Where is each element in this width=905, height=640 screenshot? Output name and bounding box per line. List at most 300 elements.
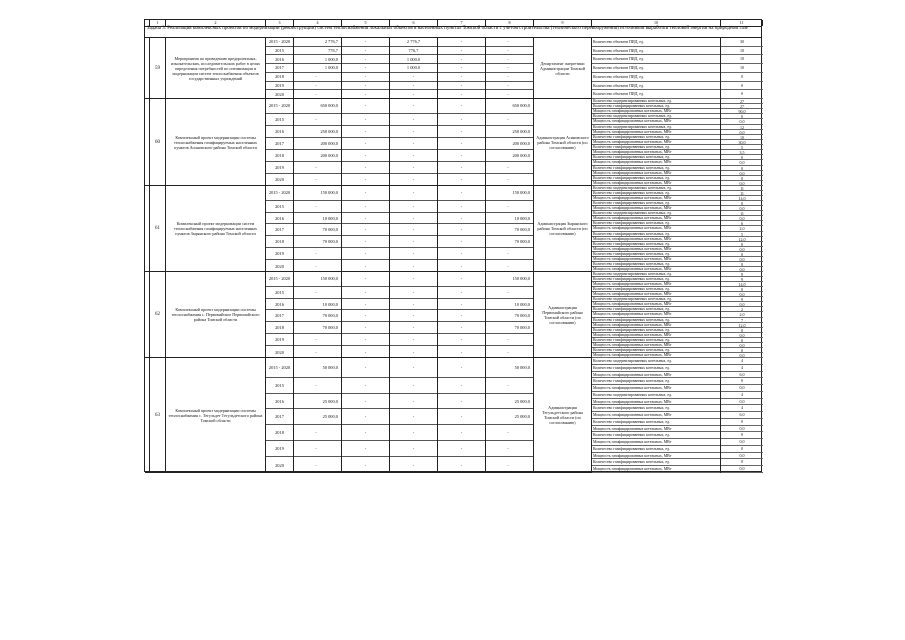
table-cell	[294, 38, 342, 98]
indicator-name: Количество газифицированных котельных, ед.	[592, 221, 720, 226]
indicator-value: 27	[721, 99, 763, 104]
total-cell: 70 000,0	[294, 236, 341, 248]
extrabudget-cell: 25 000,0	[486, 394, 533, 410]
extrabudget-cell: 70 000,0	[486, 236, 533, 248]
indicator-name: Количество газифицированных котельных, ед.	[592, 155, 720, 160]
total-cell: -	[294, 73, 341, 82]
total-cell: -	[294, 114, 341, 126]
column-number: 11	[721, 20, 763, 26]
total-cell: -	[294, 287, 341, 299]
indicator-name: Мощность газифицированных котельных, МВт	[592, 343, 720, 348]
table-cell	[592, 272, 721, 357]
indicator-value: 4	[721, 358, 763, 365]
indicator-value: 0	[721, 73, 763, 82]
indicator-name: Мощность газифицированных котельных, МВт	[592, 385, 720, 392]
indicator-value: 10	[721, 47, 763, 56]
total-cell: -	[294, 82, 341, 91]
federal-cell: -	[342, 82, 389, 91]
total-cell: 70 000,0	[294, 224, 341, 236]
year-cell: 2015	[266, 114, 293, 126]
indicator-value: 0,0	[721, 385, 763, 392]
federal-cell: -	[342, 272, 389, 287]
total-cell: -	[315, 263, 317, 269]
total-cell: 25 000,0	[294, 394, 341, 410]
federal-cell: -	[342, 38, 389, 47]
indicator-value: 30	[721, 38, 763, 47]
local-cell: -	[438, 38, 485, 47]
table-cell	[438, 358, 486, 472]
indicator-name: Мощность газифицированных котельных, МВт	[592, 109, 720, 114]
total-cell: 650 000,0	[294, 99, 341, 114]
indicator-name: Мощность газифицированных котельных, МВт	[592, 160, 720, 165]
federal-cell: -	[342, 425, 389, 441]
total-cell: 250 000,0	[294, 126, 341, 138]
table-cell	[390, 38, 438, 98]
regional-cell: 1 000,0	[390, 64, 437, 73]
total-cell: 1 000,0	[294, 64, 341, 73]
year-cell: 2016	[266, 126, 293, 138]
indicator-value: 2,0	[721, 312, 763, 317]
indicator-name: Мощность газифицированных котельных, МВт	[592, 267, 720, 272]
regional-cell: -	[390, 358, 437, 378]
year-cell: 2016	[266, 55, 293, 64]
federal-cell: -	[342, 201, 389, 213]
indicator-value: 9	[721, 277, 763, 282]
local-cell: -	[438, 287, 485, 299]
executor: Администрация Асиновского района Томской области (по согласованию)	[534, 99, 592, 185]
total-cell: -	[315, 177, 317, 183]
indicator-name: Мощность газифицированных котельных, МВт	[592, 130, 720, 135]
program-block	[145, 38, 761, 99]
extrabudget-cell: 70 000,0	[486, 322, 533, 334]
year-cell: 2018	[266, 73, 293, 82]
row-number: 62	[150, 272, 166, 357]
table-cell	[266, 186, 294, 271]
local-cell: -	[438, 310, 485, 322]
extrabudget-cell: 200 000,0	[486, 150, 533, 162]
indicator-value: 2,0	[721, 226, 763, 231]
year-cell: 2015 - 2020	[266, 99, 293, 114]
federal-cell: -	[342, 378, 389, 394]
indicator-value: 0,0	[721, 160, 763, 165]
federal-cell: -	[342, 114, 389, 126]
local-cell: -	[438, 73, 485, 82]
indicator-value: 0	[721, 348, 763, 353]
extrabudget-cell: -	[486, 378, 533, 394]
regional-cell: -	[412, 92, 415, 98]
indicator-value: 0,0	[721, 119, 763, 124]
indicator-value: 12,0	[721, 323, 763, 328]
federal-cell: -	[364, 462, 367, 468]
indicator-name: Мощность газифицированных котельных, МВт	[592, 466, 720, 473]
indicator-value: 0,0	[721, 453, 763, 460]
total-cell: -	[294, 248, 341, 260]
local-cell: -	[460, 462, 463, 468]
indicator-name: Количество объектов ПИД, ед.	[592, 82, 720, 91]
indicator-name: Мощность газифицированных котельных, МВт	[592, 282, 720, 287]
regional-cell: 776,7	[390, 47, 437, 56]
local-cell: -	[438, 201, 485, 213]
indicator-value: 27	[721, 104, 763, 109]
indicator-value: 0,0	[721, 247, 763, 252]
program-block	[145, 186, 761, 272]
column-number: 4	[294, 20, 342, 26]
table-cell	[486, 358, 534, 472]
indicator-name: Количество модернизированных котельных, ед.	[592, 125, 720, 130]
indicator-name: Мощность газифицированных котельных, МВт	[592, 312, 720, 317]
extrabudget-cell: -	[486, 441, 533, 457]
table-cell	[294, 99, 342, 185]
federal-cell: -	[342, 47, 389, 56]
indicator-value: 4	[721, 365, 763, 372]
year-cell: 2020	[275, 92, 284, 98]
indicator-name: Количество модернизированных котельных, ед.	[592, 99, 720, 104]
total-cell: -	[294, 162, 341, 174]
executor: Администрация Зырянского района Томской области (по согласованию)	[534, 186, 592, 271]
indicator-name: Количество газифицированных котельных, ед.	[592, 191, 720, 196]
indicator-value: 0	[721, 166, 763, 171]
executor: Администрация Тегульдетского района Томской области (по согласованию)	[534, 358, 592, 472]
indicator-name: Количество модернизированных котельных, ед.	[592, 211, 720, 216]
local-cell: -	[438, 99, 485, 114]
indicator-name: Мощность газифицированных котельных, МВт	[592, 323, 720, 328]
federal-cell: -	[342, 213, 389, 225]
indicator-name: Количество газифицированных котельных, ед.	[592, 242, 720, 247]
total-cell: 200 000,0	[294, 138, 341, 150]
indicator-value: 11	[721, 186, 763, 191]
indicator-value: 0	[721, 378, 763, 385]
indicator-value: 0,0	[721, 181, 763, 186]
year-cell: 2018	[266, 425, 293, 441]
regional-cell: -	[412, 263, 415, 269]
table-cell	[390, 186, 438, 271]
table-cell	[294, 272, 342, 357]
extrabudget-cell: -	[486, 201, 533, 213]
total-cell: -	[294, 441, 341, 457]
table-cell	[486, 272, 534, 357]
extrabudget-cell: -	[486, 287, 533, 299]
table-cell	[342, 272, 390, 357]
federal-cell: -	[342, 287, 389, 299]
regional-cell: -	[390, 150, 437, 162]
federal-cell: -	[342, 73, 389, 82]
indicator-name: Мощность газифицированных котельных, МВт	[592, 333, 720, 338]
indicator-value: 2	[721, 307, 763, 312]
federal-cell: -	[342, 322, 389, 334]
federal-cell: -	[364, 177, 367, 183]
indicator-value: 0	[721, 114, 763, 119]
year-cell: 2017	[266, 310, 293, 322]
indicator-value: 0	[721, 252, 763, 257]
indicator-name: Мощность газифицированных котельных, МВт	[592, 181, 720, 186]
regional-cell: 1 000,0	[390, 55, 437, 64]
local-cell: -	[438, 248, 485, 260]
year-cell: 2018	[266, 236, 293, 248]
federal-cell: -	[342, 162, 389, 174]
indicator-value: 4	[721, 392, 763, 399]
regional-cell: -	[390, 378, 437, 394]
federal-cell: -	[364, 263, 367, 269]
year-cell: 2017	[266, 224, 293, 236]
local-cell: -	[438, 126, 485, 138]
federal-cell: -	[342, 64, 389, 73]
year-cell: 2016	[266, 213, 293, 225]
indicator-name: Мощность газифицированных котельных, МВт	[592, 426, 720, 433]
indicator-name: Мощность газифицированных котельных, МВт	[592, 237, 720, 242]
regional-cell: -	[390, 213, 437, 225]
table-cell	[390, 99, 438, 185]
total-cell: -	[315, 462, 317, 468]
regional-cell: -	[390, 394, 437, 410]
table-cell	[721, 99, 763, 185]
regional-cell: -	[390, 334, 437, 346]
local-cell: -	[438, 322, 485, 334]
year-cell: 2020	[275, 177, 284, 183]
table-cell	[486, 99, 534, 185]
table-cell	[294, 358, 342, 472]
indicator-value: 9	[721, 297, 763, 302]
indicator-value: 10	[721, 64, 763, 73]
regional-cell: -	[390, 272, 437, 287]
table-cell	[266, 99, 294, 185]
year-cell: 2019	[266, 82, 293, 91]
regional-cell: -	[390, 299, 437, 311]
indicator-name: Количество модернизированных котельных, ед.	[592, 186, 720, 191]
regional-cell: 2 776,7	[390, 38, 437, 47]
indicator-value: 0	[721, 419, 763, 426]
row-number: 61	[150, 186, 166, 271]
extrabudget-cell: 200 000,0	[486, 138, 533, 150]
indicator-name: Количество газифицированных котельных, ед.	[592, 145, 720, 150]
measure-name: Комплексный проект модернизации системы теплоснабжения с. Первомайское Первомайского района Томской области	[166, 272, 266, 357]
indicator-value: 90,0	[721, 109, 763, 114]
total-cell: 50 000,0	[294, 358, 341, 378]
extrabudget-cell: -	[486, 47, 533, 56]
regional-cell: -	[390, 322, 437, 334]
executor: Департамент энергетики Администрации Томской области	[534, 38, 592, 98]
indicator-name: Количество объектов ПИД, ед.	[592, 47, 720, 56]
indicator-value: 0	[721, 338, 763, 343]
regional-cell: -	[390, 287, 437, 299]
indicator-name: Мощность газифицированных котельных, МВт	[592, 302, 720, 307]
federal-cell: -	[342, 310, 389, 322]
local-cell: -	[438, 334, 485, 346]
measure-name: Мероприятия по проведению предпроектных, изыскательских, исследовательских работ в целях определения потребностей по оптимизации и модернизации систем теплоснабжения объектов государственных учреждений	[166, 38, 266, 98]
indicator-name: Количество объектов ПИД, ед.	[592, 55, 720, 64]
indicator-value: 0	[721, 287, 763, 292]
year-cell: 2017	[266, 64, 293, 73]
total-cell: -	[294, 201, 341, 213]
local-cell: -	[438, 378, 485, 394]
indicator-value: 6	[721, 221, 763, 226]
federal-cell: -	[342, 248, 389, 260]
extrabudget-cell: -	[486, 38, 533, 47]
extrabudget-cell: 50 000,0	[486, 358, 533, 378]
indicator-name: Количество газифицированных котельных, ед.	[592, 277, 720, 282]
indicator-value: 14,0	[721, 196, 763, 201]
indicator-name: Количество газифицированных котельных, ед.	[592, 446, 720, 453]
total-cell: -	[294, 334, 341, 346]
indicator-name: Мощность газифицированных котельных, МВт	[592, 206, 720, 211]
regional-cell: -	[412, 462, 415, 468]
year-cell: 2019	[266, 334, 293, 346]
indicator-value: 6,0	[721, 412, 763, 419]
column-number: 7	[438, 20, 486, 26]
table-cell	[390, 358, 438, 472]
task-title: Задача 3. Реализация комплексных проектов по модернизации (реконструкции) систем теплоснабжения локальных объектов в населенных пунктах Томской области с учетом строительства (технического перевооружения) источников выработки тепловой энергии на природном газе	[145, 26, 761, 38]
regional-cell: -	[390, 138, 437, 150]
regional-cell: -	[390, 99, 437, 114]
regional-cell: -	[390, 186, 437, 201]
indicator-value: 7	[721, 318, 763, 323]
regional-cell: -	[412, 349, 415, 355]
local-cell: -	[438, 299, 485, 311]
indicator-value: 0	[721, 459, 763, 466]
year-cell: 2017	[266, 138, 293, 150]
table-cell	[721, 272, 763, 357]
local-cell: -	[460, 177, 463, 183]
indicator-name: Количество газифицированных котельных, ед.	[592, 201, 720, 206]
local-cell: -	[438, 64, 485, 73]
federal-cell: -	[342, 126, 389, 138]
regional-cell: -	[412, 177, 415, 183]
indicator-value: 0	[721, 201, 763, 206]
regional-cell: -	[390, 73, 437, 82]
year-cell: 2016	[266, 299, 293, 311]
indicator-value: 0,0	[721, 399, 763, 406]
year-cell: 2019	[266, 162, 293, 174]
table-cell	[390, 272, 438, 357]
column-number: 8	[486, 20, 534, 26]
indicator-value: 0,0	[721, 333, 763, 338]
federal-cell: -	[342, 394, 389, 410]
federal-cell: -	[342, 150, 389, 162]
extrabudget-cell: 250 000,0	[486, 126, 533, 138]
indicator-value: 0,0	[721, 130, 763, 135]
indicator-name: Количество газифицированных котельных, ед.	[592, 318, 720, 323]
extrabudget-cell: -	[486, 334, 533, 346]
column-number: 9	[534, 20, 592, 26]
indicator-name: Количество объектов ПИД, ед.	[592, 90, 720, 99]
indicator-value: 0,0	[721, 439, 763, 446]
local-cell: -	[438, 358, 485, 378]
year-cell: 2015	[266, 378, 293, 394]
indicator-name: Мощность газифицированных котельных, МВт	[592, 353, 720, 358]
federal-cell: -	[342, 55, 389, 64]
indicator-name: Количество модернизированных котельных, ед.	[592, 392, 720, 399]
indicator-name: Количество газифицированных котельных, ед.	[592, 328, 720, 333]
year-cell: 2015	[266, 47, 293, 56]
extrabudget-cell: -	[507, 92, 509, 98]
federal-cell: -	[342, 409, 389, 425]
total-cell: 10 000,0	[294, 213, 341, 225]
extrabudget-cell: -	[486, 64, 533, 73]
federal-cell: -	[342, 334, 389, 346]
indicator-value: 12,0	[721, 237, 763, 242]
federal-cell: -	[342, 138, 389, 150]
indicator-name: Количество газифицированных котельных, ед.	[592, 287, 720, 292]
table-cell	[438, 272, 486, 357]
indicator-value: 5	[721, 232, 763, 237]
federal-cell: -	[342, 224, 389, 236]
indicator-value: 0,0	[721, 353, 763, 358]
table-cell	[721, 358, 763, 472]
table-cell	[721, 38, 763, 98]
table-cell	[592, 38, 721, 98]
indicator-name: Количество газифицированных котельных, ед.	[592, 262, 720, 267]
indicator-value: 0	[721, 328, 763, 333]
indicator-name: Количество газифицированных котельных, ед.	[592, 232, 720, 237]
indicator-name: Мощность газифицированных котельных, МВт	[592, 216, 720, 221]
year-cell: 2015 - 2020	[266, 38, 293, 47]
year-cell: 2015	[266, 287, 293, 299]
program-table	[144, 19, 762, 472]
indicator-value: 0	[721, 155, 763, 160]
table-cell	[721, 186, 763, 271]
table-cell	[438, 186, 486, 271]
extrabudget-cell: -	[486, 425, 533, 441]
indicator-name: Количество модернизированных котельных, ед.	[592, 358, 720, 365]
indicator-value: 10	[721, 55, 763, 64]
extrabudget-cell: -	[486, 248, 533, 260]
column-number: 1	[150, 20, 166, 26]
indicator-value: 0,0	[721, 206, 763, 211]
total-cell: 150 000,0	[294, 272, 341, 287]
extrabudget-cell: 70 000,0	[486, 224, 533, 236]
total-cell: 776,7	[294, 47, 341, 56]
regional-cell: -	[390, 441, 437, 457]
indicator-value: 5	[721, 145, 763, 150]
indicator-value: 0	[721, 176, 763, 181]
indicator-name: Количество объектов ПИД, ед.	[592, 38, 720, 47]
table-cell	[266, 358, 294, 472]
indicator-name: Количество газифицированных котельных, ед.	[592, 176, 720, 181]
year-cell: 2015 - 2020	[266, 186, 293, 201]
indicator-name: Количество газифицированных котельных, ед.	[592, 378, 720, 385]
table-cell	[294, 186, 342, 271]
year-cell: 2019	[266, 441, 293, 457]
indicator-name: Количество газифицированных котельных, ед.	[592, 307, 720, 312]
indicator-name: Мощность газифицированных котельных, МВт	[592, 196, 720, 201]
table-cell	[342, 186, 390, 271]
local-cell: -	[438, 138, 485, 150]
regional-cell: -	[390, 201, 437, 213]
total-cell: 70 000,0	[294, 310, 341, 322]
indicator-name: Количество газифицированных котельных, ед.	[592, 365, 720, 372]
indicator-value: 0,0	[721, 257, 763, 262]
year-cell: 2018	[266, 150, 293, 162]
total-cell: -	[315, 92, 317, 98]
table-cell	[438, 38, 486, 98]
column-number: 10	[592, 20, 721, 26]
extrabudget-cell: 10 000,0	[486, 299, 533, 311]
indicator-name: Мощность газифицированных котельных, МВт	[592, 292, 720, 297]
row-number: 59	[150, 38, 166, 98]
indicator-value: 0	[721, 446, 763, 453]
table-cell	[266, 272, 294, 357]
indicator-name: Мощность газифицированных котельных, МВт	[592, 150, 720, 155]
extrabudget-cell: -	[486, 73, 533, 82]
total-cell: -	[315, 349, 317, 355]
total-cell: 200 000,0	[294, 150, 341, 162]
local-cell: -	[438, 409, 485, 425]
indicator-value: 0	[721, 432, 763, 439]
indicator-name: Мощность газифицированных котельных, МВт	[592, 247, 720, 252]
extrabudget-cell: -	[486, 82, 533, 91]
column-number: 3	[266, 20, 294, 26]
extrabudget-cell: 150 000,0	[486, 186, 533, 201]
local-cell: -	[438, 55, 485, 64]
